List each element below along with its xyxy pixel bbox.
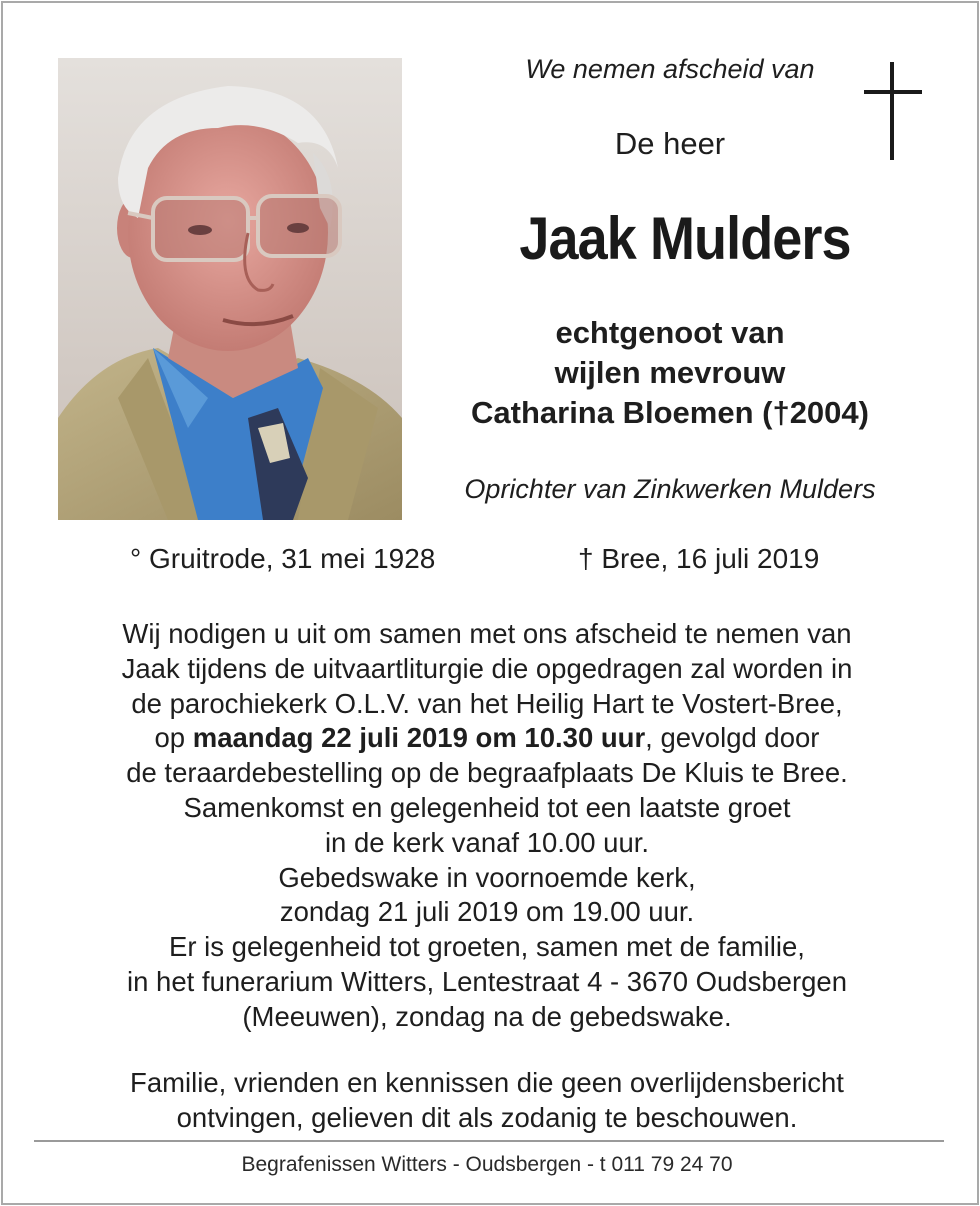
text-line: in het funerarium Witters, Lentestraat 4 - 3670 Oudsbergen — [127, 965, 847, 997]
text-line: in de kerk vanaf 10.00 uur. — [324, 826, 650, 858]
closing-text — [40, 1066, 934, 1136]
spouse-info — [420, 313, 920, 433]
text-line: Jaak tijdens de uitvaartliturgie die opgedragen zal worden in — [121, 652, 853, 684]
text-line: Er is gelegenheid tot groeten, samen met de familie, — [169, 931, 805, 963]
birth-date: ° Gruitrode, 31 mei 1928 — [130, 543, 436, 574]
text-line: de parochiekerk O.L.V. van het Heilig Hart te Vostert-Bree, — [131, 687, 843, 719]
intro-text: We nemen afscheid van — [525, 54, 815, 84]
service-datetime: maandag 22 juli 2019 om 10.30 uur — [192, 722, 646, 754]
role-text: Oprichter van Zinkwerken Mulders — [464, 474, 876, 504]
text-line: de teraardebestelling op de begraafplaats De Kluis te Bree. — [126, 757, 848, 789]
divider — [34, 1140, 944, 1142]
text-line: Familie, vrienden en kennissen die geen overlijdensbericht — [130, 1067, 844, 1098]
funeral-home-footer: Begrafenissen Witters - Oudsbergen - t 011 79 24 70 — [241, 1153, 733, 1176]
text-line: Wij nodigen u uit om samen met ons afscheid te nemen van — [122, 618, 852, 649]
text-line: (Meeuwen), zondag na de gebedswake. — [242, 1000, 732, 1032]
death-date: † Bree, 16 juli 2019 — [578, 543, 820, 574]
honorific: De heer — [614, 126, 726, 161]
spouse-line: wijlen mevrouw — [554, 355, 786, 390]
portrait-photo — [58, 58, 402, 520]
deceased-name: Jaak Mulders — [519, 205, 851, 272]
text-line: Samenkomst en gelegenheid tot een laatste groet — [183, 791, 791, 823]
text-line: ontvingen, gelieven dit als zodanig te beschouwen. — [176, 1101, 798, 1133]
invitation-text — [40, 617, 934, 1035]
text-line: Gebedswake in voornoemde kerk, — [278, 861, 696, 893]
text-line: zondag 21 juli 2019 om 19.00 uur. — [279, 896, 695, 928]
portrait-image — [58, 58, 402, 520]
spouse-name: Catharina Bloemen (†2004) — [471, 395, 869, 430]
service-time-line — [40, 721, 934, 756]
spouse-line: echtgenoot van — [555, 315, 785, 350]
text-fragment: , gevolgd door — [645, 722, 820, 754]
text-fragment: op — [154, 722, 193, 754]
